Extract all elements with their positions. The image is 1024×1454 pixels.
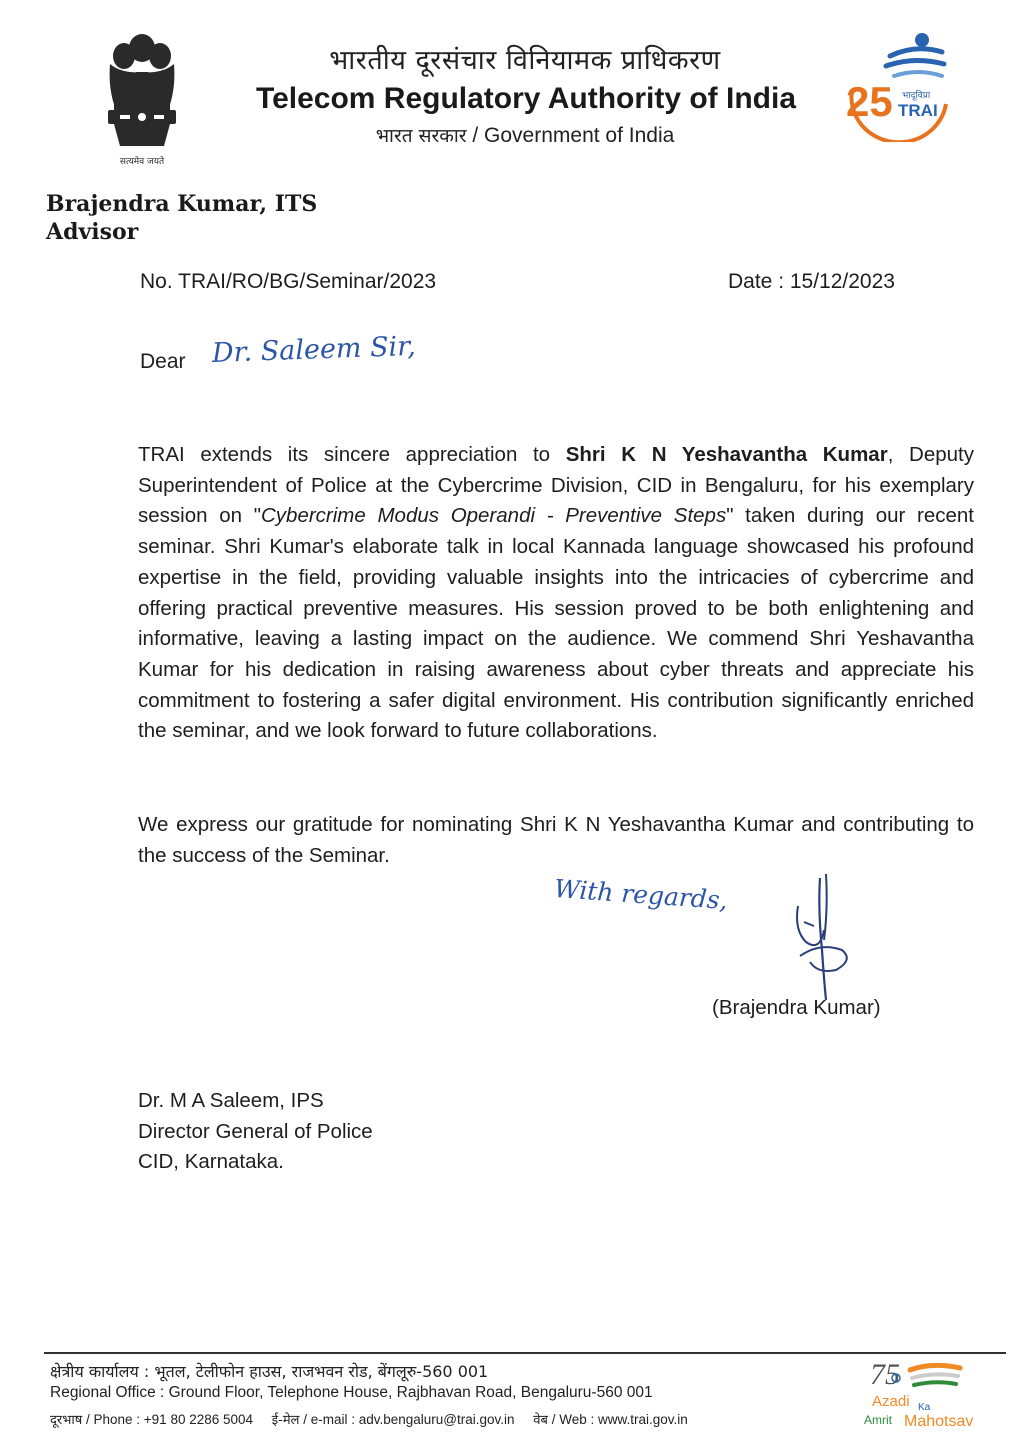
footer-hindi-address: क्षेत्रीय कार्यालय : भूतल, टेलीफोन हाउस, राजभवन रोड, बेंगलूरु-560 001 xyxy=(50,1362,489,1381)
signatory-name: (Brajendra Kumar) xyxy=(712,996,881,1019)
akam-number: 75 xyxy=(870,1358,900,1391)
header-english-title: Telecom Regulatory Authority of India xyxy=(255,82,797,115)
footer-email-label-hindi: ई-मेल xyxy=(271,1413,300,1428)
footer-email: / e-mail : adv.bengaluru@trai.gov.in xyxy=(299,1412,515,1427)
reference-number: No. TRAI/RO/BG/Seminar/2023 xyxy=(140,270,437,293)
sender-designation: Advisor xyxy=(46,219,139,245)
trai-logo-text: TRAI xyxy=(898,101,938,120)
sender-block xyxy=(46,190,317,246)
addressee-block xyxy=(138,1086,373,1178)
footer-phone-label-hindi: दूरभाष xyxy=(50,1413,83,1428)
p1-bold-name: Shri K N Yeshavantha Kumar xyxy=(565,443,888,466)
p1-part1: TRAI extends its sincere appreciation to xyxy=(138,443,566,466)
govt-hindi: भारत सरकार xyxy=(375,125,467,147)
closing-handwritten: With regards, xyxy=(553,873,729,916)
emblem-motto: सत्यमेव जयते xyxy=(119,157,165,167)
footer-web-label-hindi: वेब xyxy=(533,1413,548,1428)
trai-25-logo-icon xyxy=(838,30,956,142)
addressee-line-2: Director General of Police xyxy=(138,1119,373,1143)
trai-logo-hindi: भादूविप्रा xyxy=(902,91,931,101)
p1-part3: " taken during our recent seminar. Shri Kumar's elaborate talk in local Kannada language showcased his profound expertise in the field, providing valuable insights into the intricacies of cybercrime and offering practical preventive measures. His session proved to be both enlightening and informative, leaving a lasting impact on the audience. We commend Shri Yeshavantha Kumar for his dedication in raising awareness about cyber threats and appreciate his commitment to fostering a safer digital environment. His contribution significantly enriched the seminar, and we look forward to future collaborations. xyxy=(138,504,974,743)
akam-word-ka: Ka xyxy=(918,1402,931,1413)
footer-contact-line xyxy=(50,1410,688,1428)
addressee-line-1: Dr. M A Saleem, IPS xyxy=(138,1089,324,1112)
footer-web: / Web : www.trai.gov.in xyxy=(547,1412,688,1427)
trai-logo-number: 25 xyxy=(846,78,893,125)
footer-phone: / Phone : +91 80 2286 5004 xyxy=(82,1412,254,1427)
header-hindi-title: भारतीय दूरसंचार विनियामक प्राधिकरण xyxy=(329,45,721,76)
p1-italic-topic: Cybercrime Modus Operandi - Preventive Steps xyxy=(260,504,727,528)
salutation-dear: Dear xyxy=(140,350,186,373)
body-paragraph-2: We express our gratitude for nominating Shri K N Yeshavantha Kumar and contributing to the success of the Seminar. xyxy=(138,813,974,867)
salutation-handwritten: Dr. Saleem Sir, xyxy=(211,330,417,369)
azadi-ka-amrit-mahotsav-logo-icon xyxy=(860,1354,996,1430)
footer-english-address: Regional Office : Ground Floor, Telephone House, Rajbhavan Road, Bengaluru-560 001 xyxy=(50,1384,653,1401)
sender-name: Brajendra Kumar, ITS xyxy=(46,191,318,217)
body-paragraph-1 xyxy=(138,440,974,747)
akam-word-mahotsav: Mahotsav xyxy=(904,1413,974,1430)
addressee-line-3: CID, Karnataka. xyxy=(138,1150,284,1173)
signature-icon xyxy=(780,870,870,1010)
header-government-line xyxy=(300,122,750,148)
akam-word-amrit: Amrit xyxy=(864,1413,892,1427)
akam-word-azadi: Azadi xyxy=(872,1393,910,1410)
govt-english: Government of India xyxy=(484,124,675,147)
p1-part2: , Deputy Superintendent of Police at the Cybercrime Division, CID in Bengaluru, for his exemplary session on " xyxy=(138,443,974,528)
national-emblem-icon xyxy=(100,30,184,170)
govt-separator: / xyxy=(466,124,485,147)
reference-date: Date : 15/12/2023 xyxy=(728,270,895,293)
